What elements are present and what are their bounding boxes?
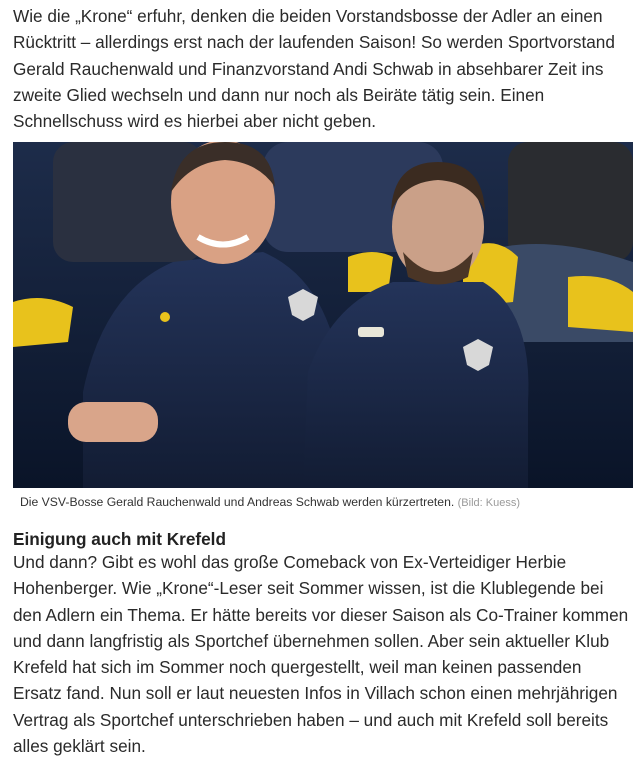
caption-text: Die VSV-Bosse Gerald Rauchenwald und Andreas Schwab werden kürzertreten. [20, 495, 455, 509]
section-heading: Einigung auch mit Krefeld [13, 529, 226, 549]
article-photo[interactable] [13, 142, 633, 488]
body-paragraph: Und dann? Gibt es wohl das große Comeback von Ex-Verteidiger Herbie Hohenberger. Wie „Krone“-Leser seit Sommer wissen, ist die Klublegende bei den Adlern ein Thema. Er hätte bereits vor dieser Saison als Co-Trainer kommen und dann langfristig als Sportchef übernehmen sollen. Aber sein aktueller Klub Krefeld hat sich im Sommer noch quergestellt, weil man keinen passenden Ersatz fand. Nun soll er laut neuesten Infos in Villach schon einen mehrjährigen Vertrag als Sportchef unterschrieben haben – und auch mit Krefeld soll bereits alles geklärt sein. [13, 552, 629, 757]
photo-illustration [13, 142, 633, 488]
photo-credit: (Bild: Kuess) [457, 497, 520, 509]
photo-caption [20, 494, 630, 511]
intro-paragraph: Wie die „Krone“ erfuhr, denken die beiden Vorstandsbosse der Adler an einen Rücktritt – allerdings erst nach der laufenden Saison! So werden Sportvorstand Gerald Rauchenwald und Finanzvorstand Andi Schwab in absehbarer Zeit ins zweite Glied wechseln und dann nur noch als Beiräte tätig sein. Einen Schnellschuss wird es hierbei aber nicht geben. [13, 6, 615, 132]
